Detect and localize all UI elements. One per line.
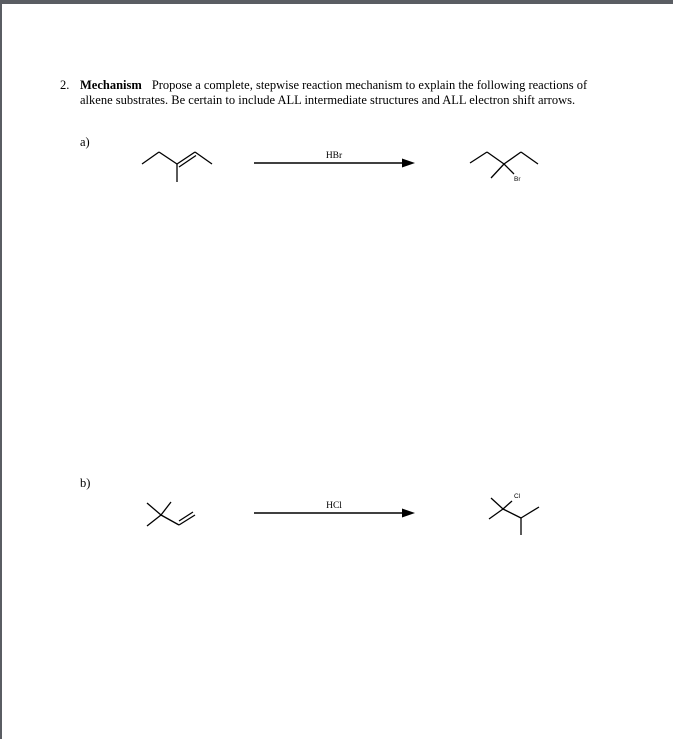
reactant-a-structure <box>142 152 212 182</box>
part-a-label: a) <box>80 135 90 149</box>
question-line-2: alkene substrates. Be certain to include ALL intermediate structures and ALL electron shift arrows. <box>80 93 576 107</box>
question-number: 2. <box>60 78 70 92</box>
reactant-b-structure <box>147 502 195 526</box>
question-line-1: Propose a complete, stepwise reaction mechanism to explain the following reactions of <box>151 78 588 92</box>
part-b-label: b) <box>80 476 91 490</box>
reaction-arrow-b <box>254 501 415 518</box>
reaction-scheme <box>2 4 673 739</box>
product-a-atom: Br <box>514 176 521 183</box>
reagent-b: HCl <box>326 501 342 511</box>
reaction-arrow-a <box>254 151 415 168</box>
question-title: Mechanism <box>80 78 142 92</box>
product-b-atom: Cl <box>514 493 521 500</box>
product-b-structure <box>489 493 539 535</box>
product-a-structure <box>470 152 538 183</box>
reagent-a: HBr <box>325 151 343 161</box>
document-page <box>2 4 673 739</box>
